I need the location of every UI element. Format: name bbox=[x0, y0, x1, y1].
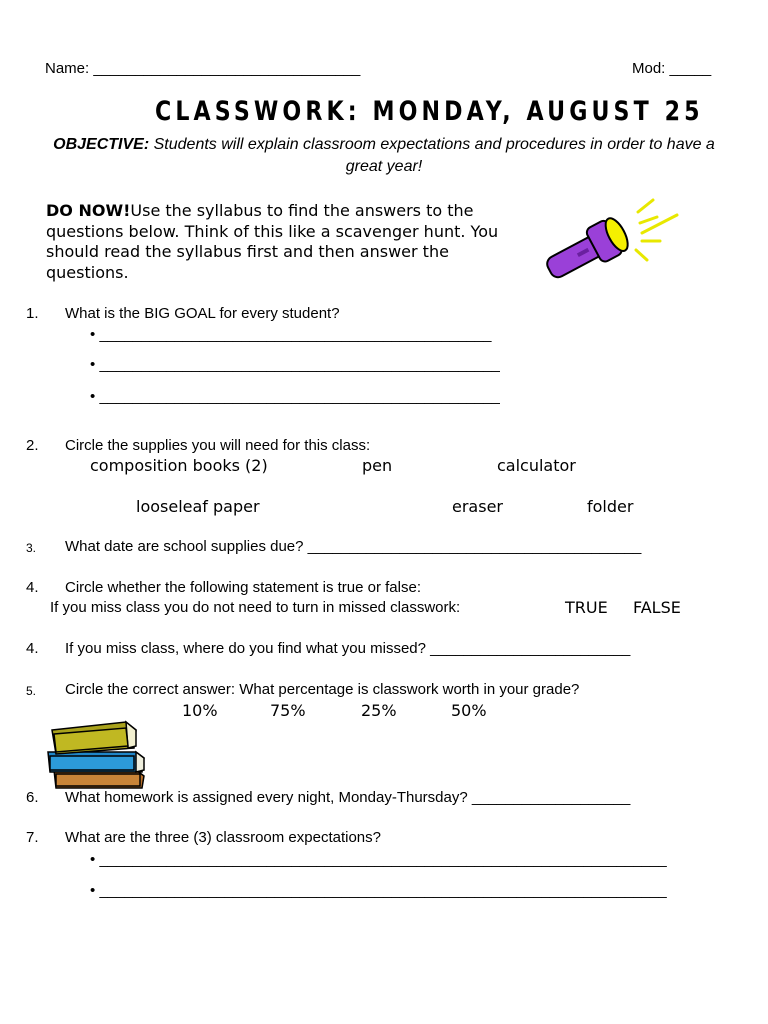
do-now-text: Use the syllabus to find the answers to the questions below. Think of this like a scavenger hunt. You should read the syllabus first and then answer the questions. bbox=[46, 201, 499, 282]
name-line[interactable]: ________________________________ bbox=[93, 60, 361, 77]
true-option[interactable]: TRUE bbox=[565, 598, 608, 617]
question-2-text: Circle the supplies you will need for this class: bbox=[65, 437, 371, 454]
supply-option[interactable]: composition books (2) bbox=[90, 456, 268, 475]
percent-option[interactable]: 10% bbox=[182, 701, 218, 720]
question-3-text: What date are school supplies due? bbox=[65, 538, 304, 555]
supply-option[interactable]: calculator bbox=[497, 456, 576, 475]
question-7-answer-2[interactable] bbox=[90, 882, 667, 899]
answer-blank[interactable]: ____________________________________________________________________ bbox=[99, 851, 667, 868]
question-3 bbox=[65, 538, 641, 555]
bullet: • bbox=[90, 356, 96, 373]
true-false-statement: If you miss class you do not need to turn in missed classwork: bbox=[50, 599, 461, 616]
question-3-number: 3. bbox=[26, 541, 37, 555]
question-7-number: 7. bbox=[26, 829, 39, 846]
question-1-answer-3[interactable] bbox=[90, 388, 500, 405]
do-now bbox=[46, 201, 516, 283]
percent-option[interactable]: 75% bbox=[270, 701, 306, 720]
mod-line[interactable]: _____ bbox=[669, 60, 712, 77]
objective-label: OBJECTIVE: bbox=[53, 136, 150, 153]
bullet: • bbox=[90, 326, 96, 343]
question-6-text: What homework is assigned every night, Monday-Thursday? bbox=[65, 789, 468, 806]
question-5-number: 5. bbox=[26, 684, 37, 698]
question-4b bbox=[65, 640, 630, 657]
page-title: CLASSWORK: MONDAY, AUGUST 25 bbox=[155, 96, 704, 127]
books-icon bbox=[44, 718, 152, 790]
question-6 bbox=[65, 789, 630, 806]
supply-option[interactable]: looseleaf paper bbox=[136, 497, 260, 516]
question-2-number: 2. bbox=[26, 437, 39, 454]
question-1-answer-2[interactable] bbox=[90, 356, 500, 373]
answer-blank[interactable]: ________________________________________________ bbox=[99, 388, 500, 405]
answer-blank[interactable]: ________________________________________________ bbox=[99, 356, 500, 373]
bullet: • bbox=[90, 388, 96, 405]
percent-option[interactable]: 50% bbox=[451, 701, 487, 720]
supply-option[interactable]: eraser bbox=[452, 497, 503, 516]
question-4b-number: 4. bbox=[26, 640, 39, 657]
question-4-text: Circle whether the following statement is true or false: bbox=[65, 579, 421, 596]
question-1-number: 1. bbox=[26, 305, 39, 322]
answer-blank[interactable]: _______________________________________________ bbox=[99, 326, 492, 343]
question-1-text: What is the BIG GOAL for every student? bbox=[65, 305, 340, 322]
answer-blank[interactable]: ________________________ bbox=[430, 640, 631, 657]
question-1-answer-1[interactable] bbox=[90, 326, 492, 343]
mod-field[interactable] bbox=[632, 60, 711, 77]
false-option[interactable]: FALSE bbox=[633, 598, 681, 617]
question-5-text: Circle the correct answer: What percentage is classwork worth in your grade? bbox=[65, 681, 580, 698]
question-4b-text: If you miss class, where do you find what you missed? bbox=[65, 640, 426, 657]
name-field[interactable] bbox=[45, 60, 360, 77]
question-6-number: 6. bbox=[26, 789, 39, 806]
percent-option[interactable]: 25% bbox=[361, 701, 397, 720]
objective-text: Students will explain classroom expectations and procedures in order to have a great year! bbox=[153, 136, 715, 175]
mod-label: Mod: bbox=[632, 60, 666, 77]
objective bbox=[34, 134, 734, 178]
flashlight-icon bbox=[535, 195, 685, 280]
bullet: • bbox=[90, 851, 96, 868]
name-label: Name: bbox=[45, 60, 90, 77]
do-now-label: DO NOW! bbox=[46, 201, 131, 220]
question-7-text: What are the three (3) classroom expectations? bbox=[65, 829, 381, 846]
question-7-answer-1[interactable] bbox=[90, 851, 667, 868]
question-4-number: 4. bbox=[26, 579, 39, 596]
answer-blank[interactable]: ____________________________________________________________________ bbox=[99, 882, 667, 899]
supply-option[interactable]: pen bbox=[362, 456, 393, 475]
answer-blank[interactable]: ___________________ bbox=[471, 789, 631, 806]
supply-option[interactable]: folder bbox=[587, 497, 634, 516]
bullet: • bbox=[90, 882, 96, 899]
answer-blank[interactable]: ________________________________________ bbox=[307, 538, 642, 555]
